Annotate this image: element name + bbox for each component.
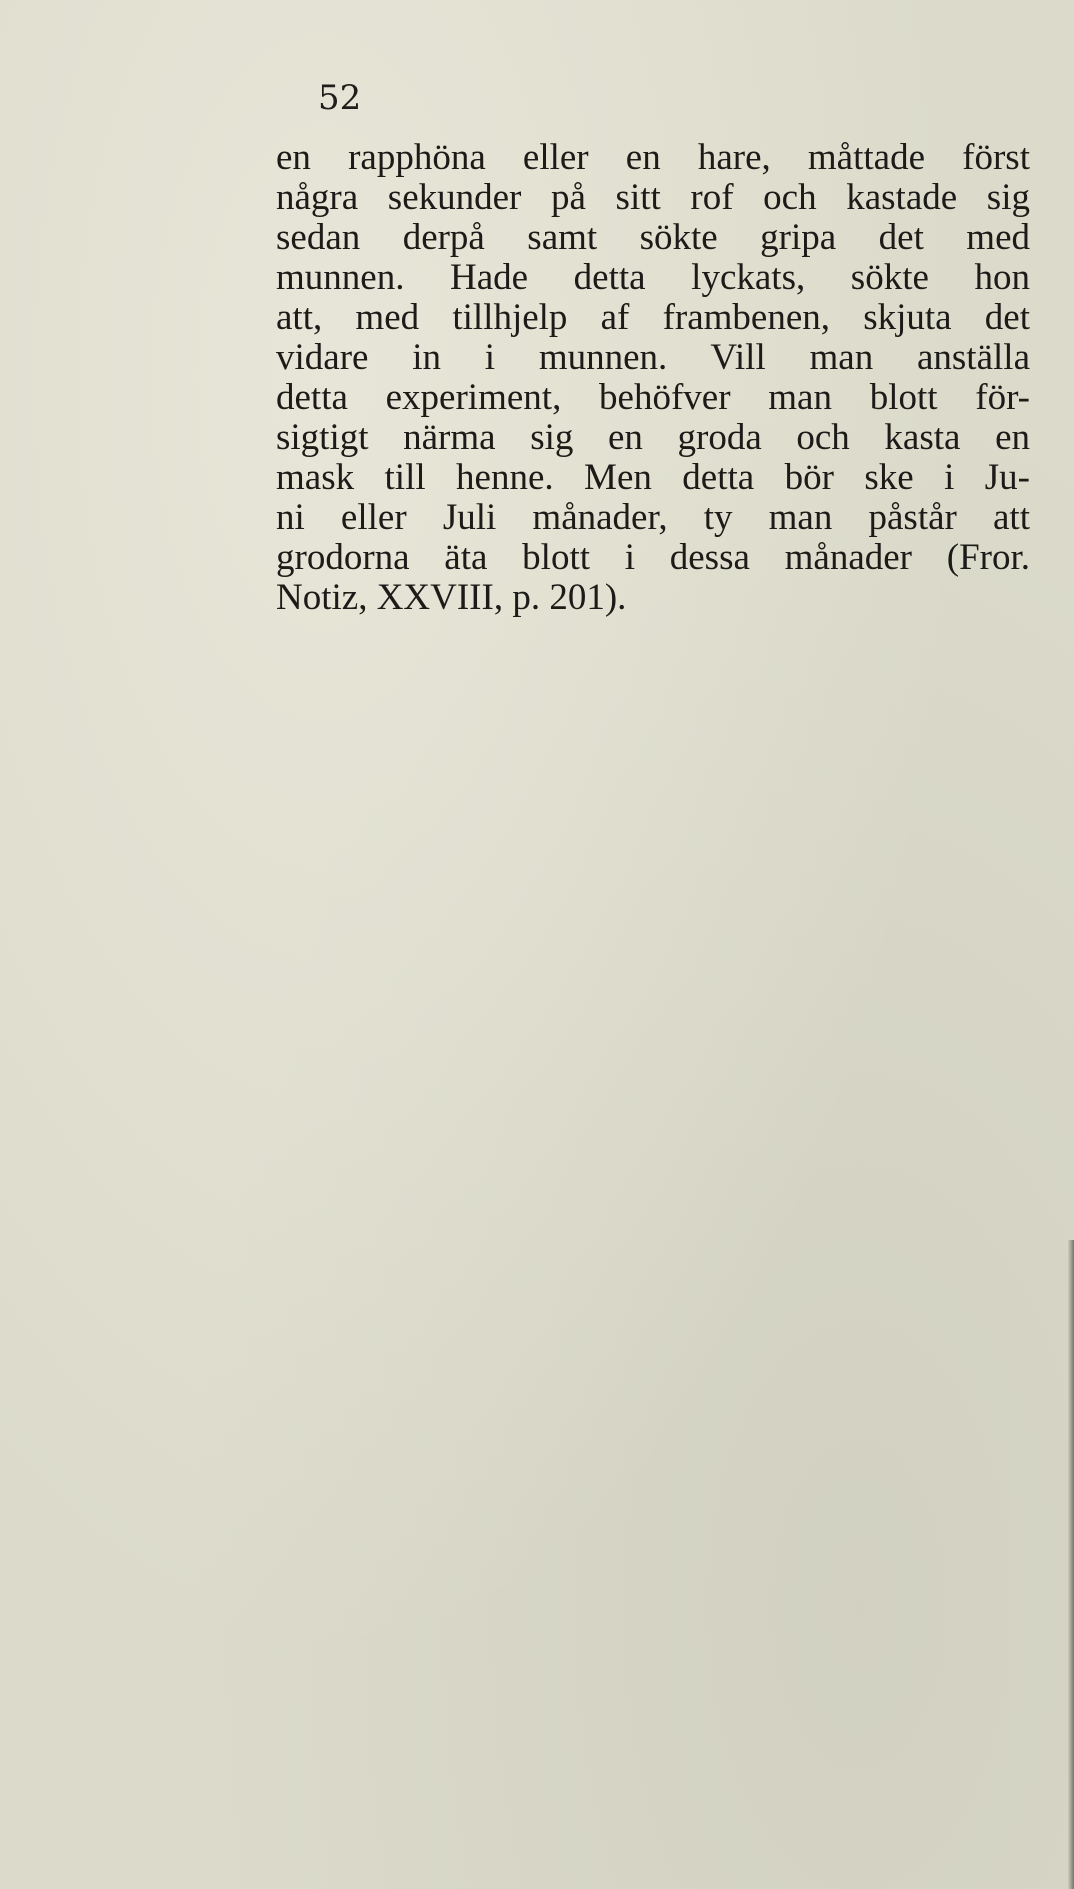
text-line: munnen. Hade detta lyckats, sökte hon: [276, 257, 1030, 298]
text-line: en rapphöna eller en hare, måttade först: [276, 137, 1030, 178]
text-line: att, med tillhjelp af frambenen, skjuta det: [276, 297, 1030, 338]
body-text: [276, 138, 1030, 618]
text-line: sigtigt närma sig en groda och kasta en: [276, 417, 1030, 458]
text-line: Notiz, XXVIII, p. 201).: [276, 577, 627, 618]
page-edge-shadow: [1068, 1240, 1074, 1889]
text-line: vidare in i munnen. Vill man anställa: [276, 337, 1030, 378]
page-number: 52: [318, 78, 362, 118]
text-line: grodorna äta blott i dessa månader (Fror.: [276, 537, 1030, 578]
text-line: ni eller Juli månader, ty man påstår att: [276, 497, 1030, 538]
text-line: några sekunder på sitt rof och kastade sig: [276, 177, 1030, 218]
text-line: detta experiment, behöfver man blott för-: [276, 377, 1030, 418]
text-line: mask till henne. Men detta bör ske i Ju-: [276, 457, 1030, 498]
text-line: sedan derpå samt sökte gripa det med: [276, 217, 1030, 258]
